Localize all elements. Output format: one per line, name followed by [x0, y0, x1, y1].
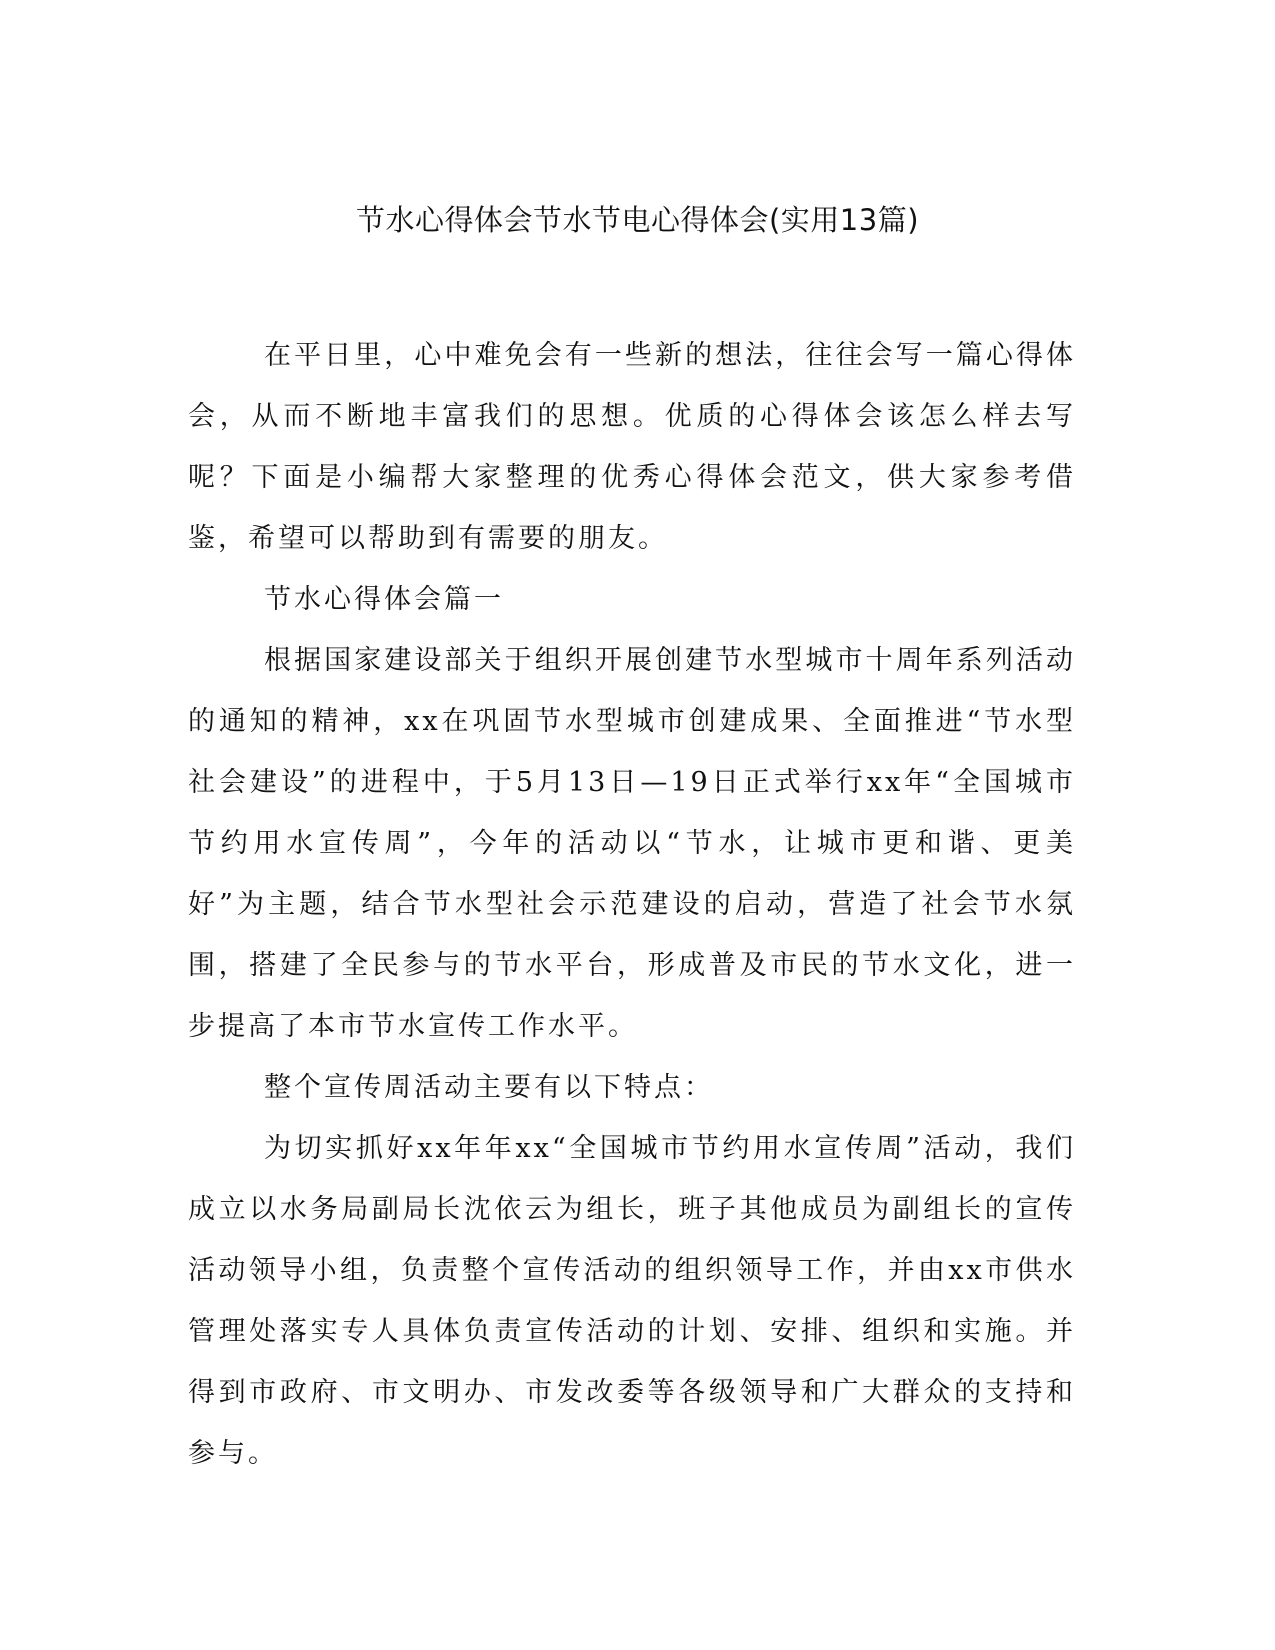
document-title: 节水心得体会节水节电心得体会(实用13篇) — [355, 203, 920, 237]
intro-paragraph: 在平日里，心中难免会有一些新的想法，往往会写一篇心得体会，从而不断地丰富我们的思想。优质的心得体会该怎么样去写呢？下面是小编帮大家整理的优秀心得体会范文，供大家参考借鉴，希望可以帮助到有需要的朋友。 — [188, 340, 1076, 554]
body-paragraph: 整个宣传周活动主要有以下特点： — [264, 1072, 714, 1103]
body-paragraph: 根据国家建设部关于组织开展创建节水型城市十周年系列活动的通知的精神，xx在巩固节水型城市创建成果、全面推进“节水型社会建设”的进程中，于5月13日—19日正式举行xx年“全国城市节约用水宣传周”，今年的活动以“节水，让城市更和谐、更美好”为主题，结合节水型社会示范建设的启动，营造了社会节水氛围，搭建了全民参与的节水平台，形成普及市民的节水文化，进一步提高了本市节水宣传工作水平。 — [188, 645, 1076, 1042]
document-body — [188, 325, 1076, 1484]
body-paragraph: 为切实抓好xx年年xx“全国城市节约用水宣传周”活动，我们成立以水务局副局长沈依云为组长，班子其他成员为副组长的宣传活动领导小组，负责整个宣传活动的组织领导工作，并由xx市供水管理处落实专人具体负责宣传活动的计划、安排、组织和实施。并得到市政府、市文明办、市发改委等各级领导和广大群众的支持和参与。 — [188, 1133, 1076, 1469]
section-heading: 节水心得体会篇一 — [264, 584, 504, 615]
